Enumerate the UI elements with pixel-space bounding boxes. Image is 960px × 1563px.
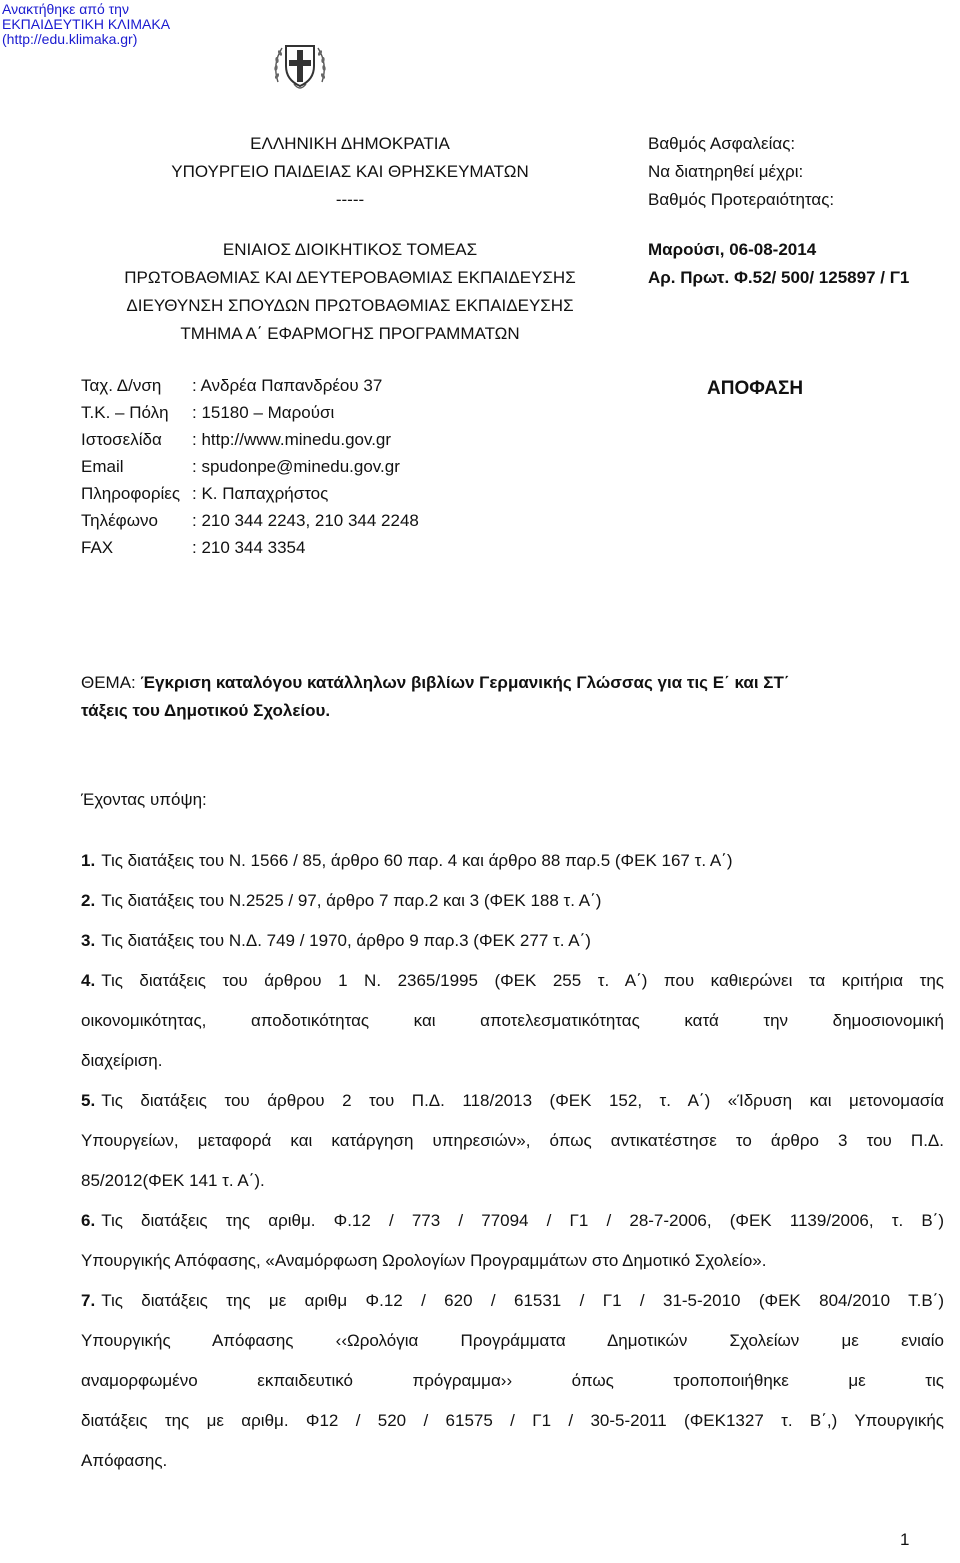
item-text: Τις διατάξεις του Ν.2525 / 97, άρθρο 7 παρ.2 και 3 (ΦΕΚ 188 τ. Α΄) — [101, 891, 602, 910]
issuer-sector: ΕΝΙΑΙΟΣ ΔΙΟΙΚΗΤΙΚΟΣ ΤΟΜΕΑΣ — [222, 240, 478, 259]
issuer-section: ΤΜΗΜΑ Α΄ ΕΦΑΡΜΟΓΗΣ ΠΡΟΓΡΑΜΜΑΤΩΝ — [180, 324, 520, 343]
item-text: Τις διατάξεις του Ν. 1566 / 85, άρθρο 60 παρ. 4 και άρθρο 88 παρ.5 (ΦΕΚ 167 τ. Α΄) — [101, 851, 733, 870]
item-text: οικονομικότητας, αποδοτικότητας και αποτελεσματικότητας κατά την δημοσιονομική — [81, 1011, 944, 1030]
contact-label: Ιστοσελίδα — [81, 430, 162, 449]
subject — [81, 669, 790, 725]
email-link[interactable]: : spudonpe@minedu.gov.gr — [192, 457, 400, 476]
item-number: 7. — [81, 1291, 96, 1310]
security-block — [648, 130, 834, 214]
item-text: Τις διατάξεις του άρθρου 1 Ν. 2365/1995 (ΦΕΚ 255 τ. Α΄) που καθιερώνει τα κριτήρια της — [101, 971, 944, 990]
issuer-header — [100, 130, 600, 214]
retention-until: Να διατηρηθεί μέχρι: — [648, 162, 804, 181]
website-link[interactable]: : http://www.minedu.gov.gr — [192, 430, 392, 449]
source-note — [2, 2, 170, 47]
contact-label: FAX — [81, 538, 114, 557]
contact-label: Email — [81, 457, 124, 476]
item-text: Απόφασης. — [81, 1451, 168, 1470]
contact-label: Πληροφορίες — [81, 484, 181, 503]
item-text: Τις διατάξεις του Ν.Δ. 749 / 1970, άρθρο 9 παρ.3 (ΦΕΚ 277 τ. Α΄) — [101, 931, 591, 950]
subject-prefix: ΘΕΜΑ: — [81, 673, 141, 692]
contact-label: Τηλέφωνο — [81, 511, 158, 530]
item-text: διατάξεις της με αριθμ. Φ12 / 520 / 61575 / Γ1 / 30-5-2011 (ΦΕΚ1327 τ. Β΄,) Υπουργικής — [81, 1411, 944, 1430]
issuer-state: ΕΛΛΗΝΙΚΗ ΔΗΜΟΚΡΑΤΙΑ — [250, 134, 450, 153]
contact-value: : 15180 – Μαρούσι — [192, 403, 335, 422]
greek-coat-of-arms-seal — [268, 32, 332, 96]
list-item — [81, 881, 944, 921]
subject-text-cont: τάξεις του Δημοτικού Σχολείου. — [81, 701, 331, 720]
source-note-line: ΕΚΠΑΙΔΕΥΤΙΚΗ ΚΛΙΜΑΚΑ — [2, 16, 171, 32]
security-level: Βαθμός Ασφαλείας: — [648, 134, 796, 153]
date-protocol-block — [648, 236, 909, 292]
item-text: Τις διατάξεις της αριθμ. Φ.12 / 773 / 77094 / Γ1 / 28-7-2006, (ΦΕΚ 1139/2006, τ. Β΄) — [101, 1211, 944, 1230]
list-item — [81, 1281, 944, 1481]
item-text: Υπουργείων, μεταφορά και κατάργηση υπηρεσιών», όπως αντικατέστησε το άρθρο 3 του Π.Δ. — [81, 1131, 944, 1150]
item-number: 4. — [81, 971, 96, 990]
priority-level: Βαθμός Προτεραιότητας: — [648, 190, 835, 209]
issuer-ministry: ΥΠΟΥΡΓΕΙΟ ΠΑΙΔΕΙΑΣ ΚΑΙ ΘΡΗΣΚΕΥΜΑΤΩΝ — [171, 162, 529, 181]
contact-value: : 210 344 3354 — [192, 538, 306, 557]
contact-value: : Ανδρέα Παπανδρέου 37 — [192, 376, 383, 395]
subject-text: Έγκριση καταλόγου κατάλληλων βιβλίων Γερμανικής Γλώσσας για τις Ε΄ και ΣΤ΄ — [140, 673, 790, 692]
contact-label: Τ.Κ. – Πόλη — [81, 403, 169, 422]
item-number: 3. — [81, 931, 96, 950]
list-item — [81, 961, 944, 1081]
item-text: Υπουργικής Απόφασης ‹‹Ωρολόγια Προγράμματα Δημοτικών Σχολείων με ενιαίο — [81, 1331, 944, 1350]
protocol-number: Αρ. Πρωτ. Φ.52/ 500/ 125897 / Γ1 — [648, 268, 910, 287]
considerations-list — [81, 841, 944, 1481]
list-item — [81, 921, 944, 961]
decision-title: ΑΠΟΦΑΣΗ — [707, 378, 804, 399]
contact-label: Ταχ. Δ/νση — [81, 376, 162, 395]
item-text: Υπουργικής Απόφασης, «Αναμόρφωση Ωρολογίων Προγραμμάτων στο Δημοτικό Σχολείο». — [81, 1251, 767, 1270]
item-text: Τις διατάξεις του άρθρου 2 του Π.Δ. 118/2013 (ΦΕΚ 152, τ. Α΄) «Ίδρυση και μετονομασία — [101, 1091, 944, 1110]
issuer-department — [100, 236, 600, 348]
contact-value: : Κ. Παπαχρήστος — [192, 484, 329, 503]
issuer-separator: ----- — [335, 190, 365, 209]
issuer-directorate: ΔΙΕΥΘΥΝΣΗ ΣΠΟΥΔΩΝ ΠΡΩΤΟΒΑΘΜΙΑΣ ΕΚΠΑΙΔΕΥΣΗΣ — [126, 296, 574, 315]
item-text: αναμορφωμένο εκπαιδευτικό πρόγραμμα›› όπως τροποποιήθηκε με τις — [81, 1371, 944, 1390]
list-item — [81, 1081, 944, 1201]
item-text: διαχείριση. — [81, 1051, 163, 1070]
list-item — [81, 841, 944, 881]
item-text: Τις διατάξεις της με αριθμ Φ.12 / 620 / 61531 / Γ1 / 31-5-2010 (ΦΕΚ 804/2010 Τ.Β΄) — [101, 1291, 944, 1310]
item-number: 2. — [81, 891, 96, 910]
issuer-sector-sub: ΠΡΩΤΟΒΑΘΜΙΑΣ ΚΑΙ ΔΕΥΤΕΡΟΒΑΘΜΙΑΣ ΕΚΠΑΙΔΕΥΣΗΣ — [124, 268, 576, 287]
source-note-line: Ανακτήθηκε από την — [2, 1, 129, 17]
considering-heading: Έχοντας υπόψη: — [81, 790, 207, 809]
item-text: 85/2012(ΦΕΚ 141 τ. Α΄). — [81, 1171, 265, 1190]
page-number: 1 — [900, 1530, 910, 1549]
item-number: 1. — [81, 851, 96, 870]
list-item — [81, 1201, 944, 1281]
contact-value: : 210 344 2243, 210 344 2248 — [192, 511, 419, 530]
document-date: Μαρούσι, 06-08-2014 — [648, 240, 817, 259]
source-note-link[interactable]: (http://edu.klimaka.gr) — [2, 31, 138, 47]
item-number: 5. — [81, 1091, 96, 1110]
item-number: 6. — [81, 1211, 96, 1230]
